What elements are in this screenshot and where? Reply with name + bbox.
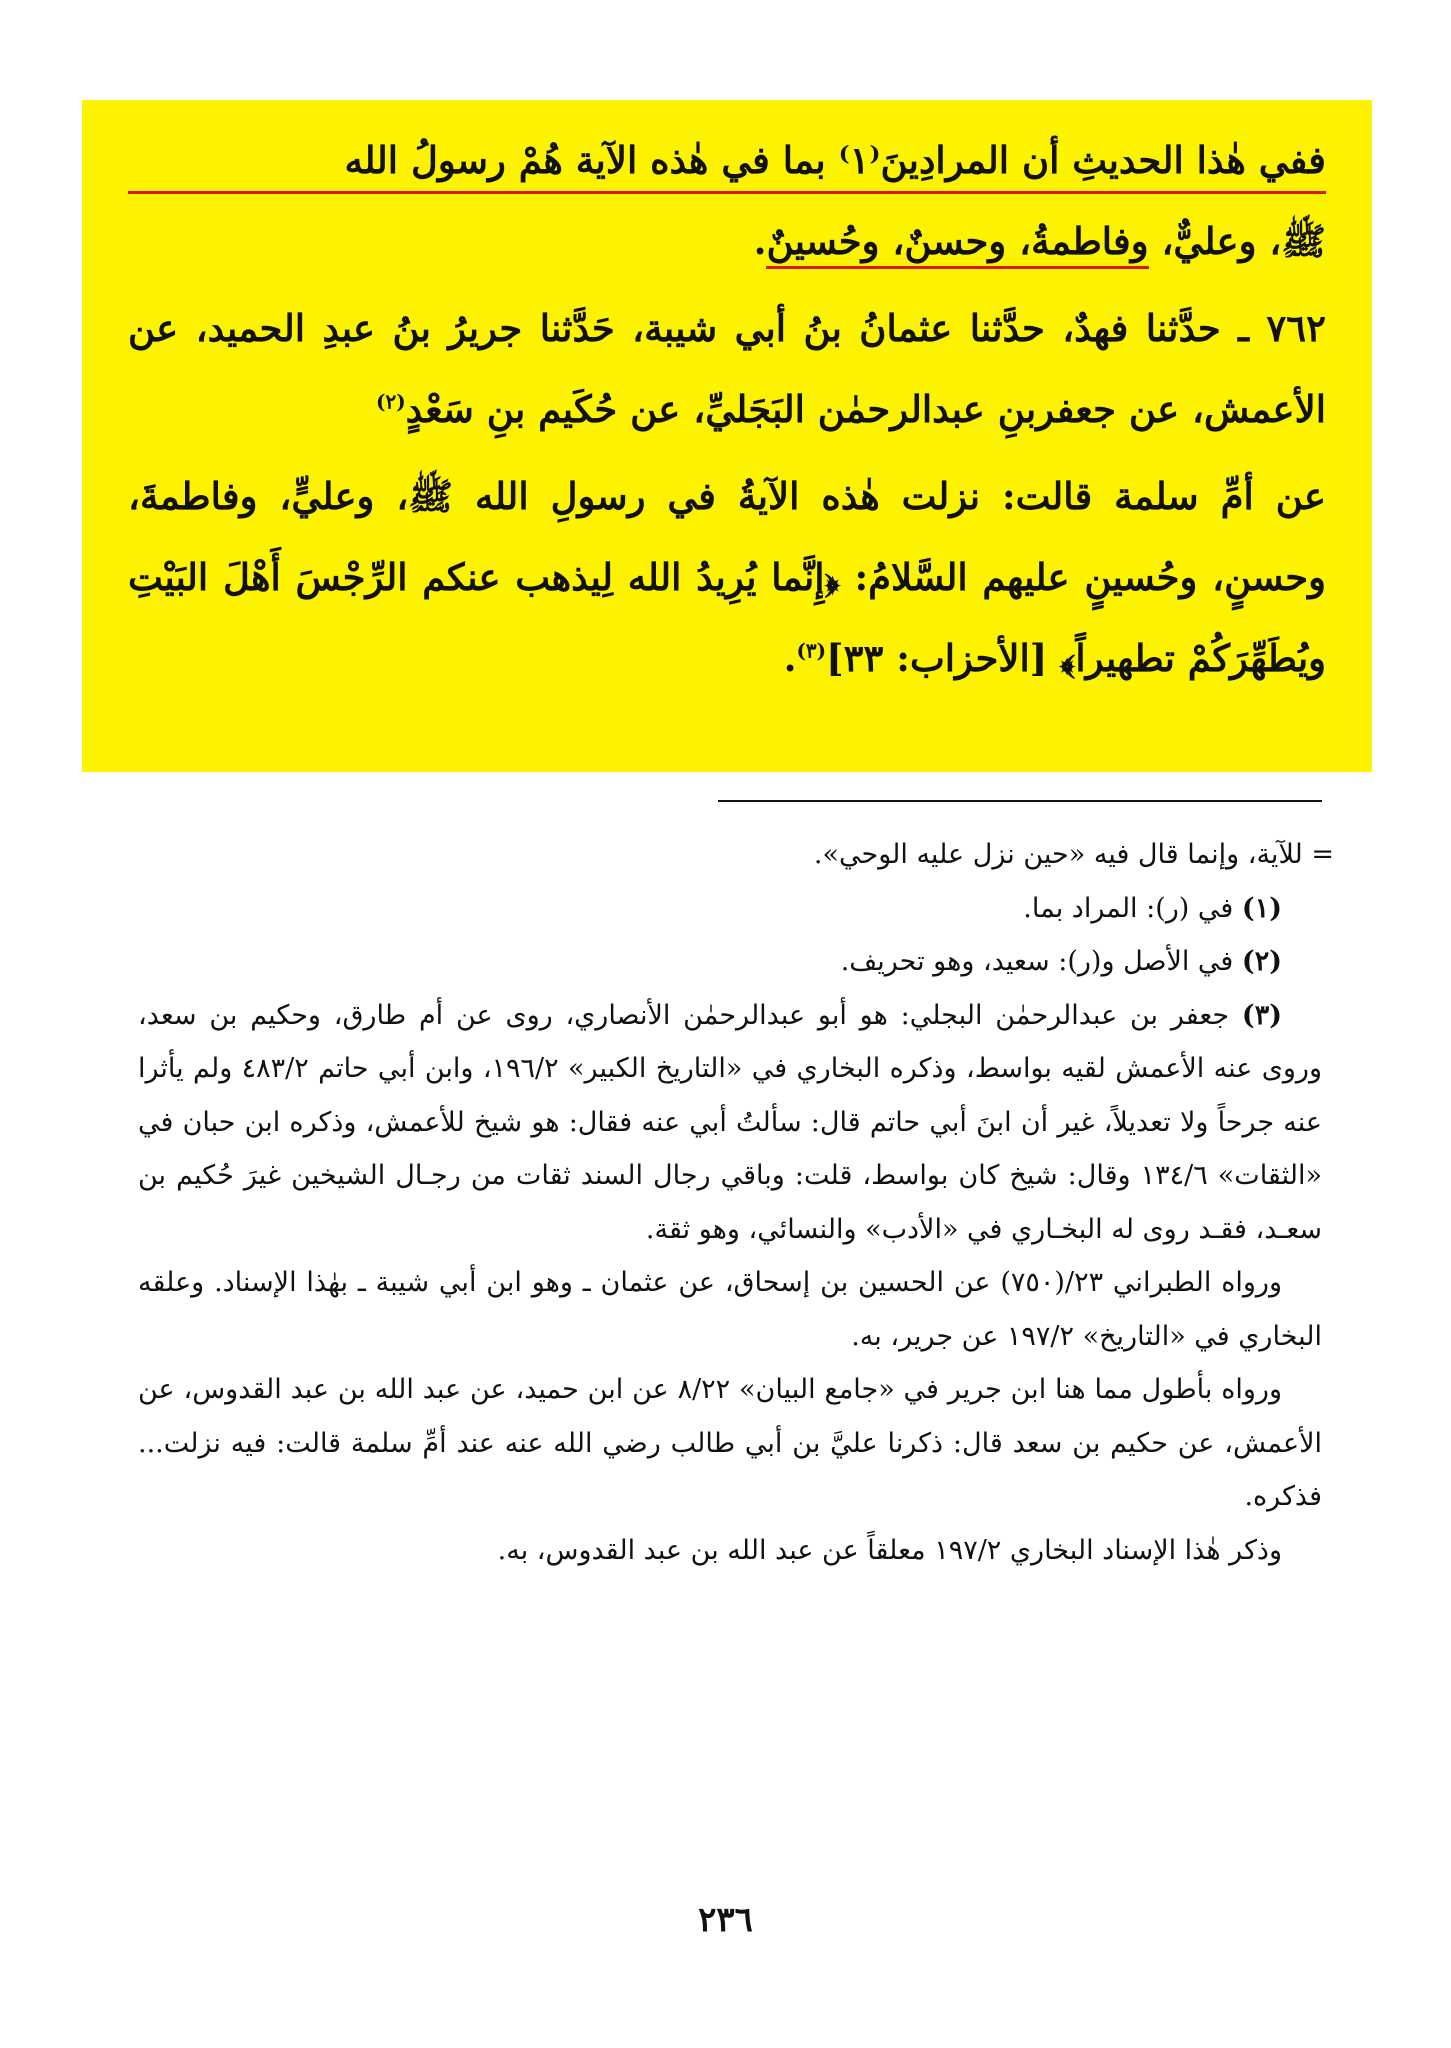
- paragraph-hadith-762-matn: [128, 456, 1326, 699]
- page-number: ٢٣٦: [698, 1900, 753, 1940]
- footnote-3-text: جعفر بن عبدالرحمٰن البجلي: هو أبو عبدالرحمٰن الأنصاري، روى عن أم طارق، وحكيم بن سعد، وروى عنه الأعمش لقيه بواسط، وذكره البخاري في «التاريخ الكبير» ١٩٦/٢، وابن أبي حاتم ٤٨٣/٢ ولم يأثرا عنه جرحاً ولا تعديلاً، غير أن ابنَ أبي حاتم قال: سألتُ أبي عنه فقال: هو شيخ للأعمش، وذكره ابن حبان في «الثقات» ١٣٤/٦ وقال: شيخ كان بواسط، قلت: وباقي رجال السند ثقات من رجـال الشيخين غيرَ حُكيم بن سعـد، فقـد روى له البخـاري في «الأدب» والنسائي، وهو ثقة.: [138, 999, 1322, 1245]
- underlined-names: وفاطمةُ، وحسنٌ، وحُسينٌ: [766, 219, 1149, 263]
- line2-end: .: [753, 219, 767, 263]
- line2-start: ﷺ، وعليٌّ،: [1148, 219, 1326, 263]
- footnotes-section: [138, 828, 1334, 1577]
- footnote-2-number: (٢): [1241, 946, 1282, 977]
- underlined-line-2: [128, 201, 1326, 282]
- highlighted-passage: [82, 100, 1372, 772]
- footnote-1-number: (١): [1241, 892, 1282, 924]
- footnote-1-text: في (ر): المراد بما.: [1023, 892, 1242, 924]
- footnote-separator: [718, 800, 1322, 802]
- footnote-ref-2: (٢): [375, 389, 406, 414]
- paragraph-hadith-meaning: [128, 120, 1326, 282]
- footnote-1: [138, 882, 1322, 936]
- paragraph-hadith-762-isnad: [128, 288, 1326, 450]
- footnote-2: [138, 935, 1322, 989]
- footnote-ibn-jarir: ورواه بأطول مما هنا ابن جرير في «جامع البيان» ٨/٢٢ عن ابن حميد، عن عبد الله بن عبد القدوس، عن الأعمش، عن حكيم بن سعد قال: ذكرنا عليَّ بن أبي طالب رضي الله عنه عند أمِّ سلمة قالت: فيه نزلت... فذكره.: [138, 1374, 1322, 1512]
- underlined-line-1: ففي هٰذا الحديثِ أن المرادِينَ⁽١⁾ بما في هٰذه الآية هُمْ رسولُ الله: [128, 120, 1326, 201]
- footnote-tabarani: ورواه الطبراني ٢٣/(٧٥٠) عن الحسين بن إسحاق، عن عثمان ـ وهو ابن أبي شيبة ـ بهٰذا الإسناد. وعلقه البخاري في «التاريخ» ١٩٧/٢ عن جرير، به.: [138, 1267, 1322, 1352]
- footnote-ref-3: (٣): [796, 638, 827, 663]
- matn-end: .: [783, 636, 797, 680]
- footnote-3-number: (٣): [1241, 999, 1282, 1031]
- footnote-3: [138, 989, 1322, 1257]
- matn-text: عن أمِّ سلمة قالت: نزلت هٰذه الآيةُ في رسولِ الله ﷺ، وعليٍّ، وفاطمةَ، وحسنٍ، وحُسينٍ عليهم السَّلامُ: ﴿إِنَّما يُرِيدُ الله لِيذهب عنكم الرِّجْسَ أَهْلَ البَيْتِ ويُطَهِّرَكُمْ تطهيراً﴾ [الأحزاب: ٣٣]: [128, 474, 1326, 680]
- footnote-bukhari: وذكر هٰذا الإسناد البخاري ١٩٧/٢ معلقاً عن عبد الله بن عبد القدوس، به.: [497, 1534, 1282, 1566]
- footnote-2-text: في الأصل و(ر): سعيد، وهو تحريف.: [840, 946, 1242, 977]
- footnote-continuation: = للآية، وإنما قال فيه «حين نزل عليه الوحي».: [813, 839, 1334, 870]
- isnad-text: ٧٦٢ ـ حدَّثنا فهدٌ، حدَّثنا عثمانُ بنُ أبي شيبة، حَدَّثنا جريرُ بنُ عبدِ الحميد، عن الأعمش، عن جعفربنِ عبدالرحمٰن البَجَليِّ، عن حُكَيم بنِ سَعْدٍ: [128, 306, 1326, 431]
